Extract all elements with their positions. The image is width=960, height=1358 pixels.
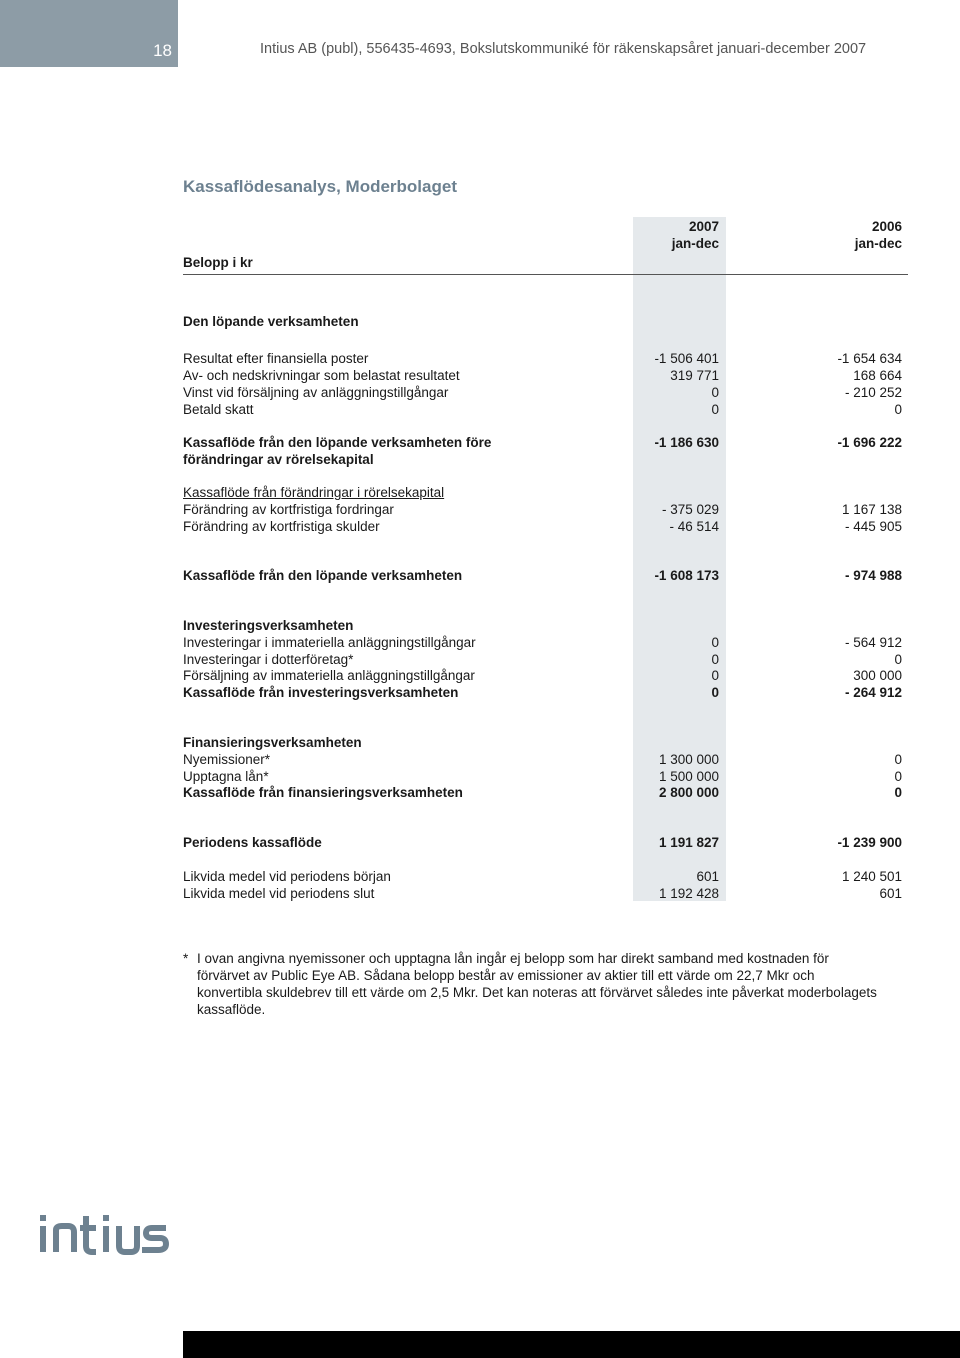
row-value-2007: - 46 514 [669, 519, 719, 534]
row-value-2007: 0 [711, 402, 719, 417]
row-value-2006: -1 654 634 [837, 351, 902, 366]
subtotal-label: Kassaflöde från finansieringsverksamheten [183, 785, 463, 800]
row-value-2007: -1 506 401 [654, 351, 719, 366]
intius-logo-mark [38, 1212, 188, 1256]
row-label: Förändring av kortfristiga fordringar [183, 502, 394, 517]
col-2006-year: 2006 [871, 219, 902, 234]
subtotal-value-2007: -1 608 173 [654, 568, 719, 583]
footnote-text: I ovan angivna nyemissoner och upptagna lån ingår ej belopp som har direkt samband med kostnaden för förvärvet av Public Eye AB. Sådana belopp består av emissioner av aktier till ett värde om 22,7 Mkr och konvertibla skuldebrev till ett värde om 2,5 Mkr. Det kan noteras att förvärvet således inte påverkat moderbolagets kassaflöde. [197, 951, 877, 1017]
row-value-2006: - 210 252 [844, 385, 902, 400]
row-value-2007: 0 [711, 668, 719, 683]
subtotal-value-2006: 0 [894, 785, 902, 800]
subtotal-label: Kassaflöde från den löpande verksamheten [183, 568, 463, 583]
subtotal-label: Kassaflöde från den löpande verksamheten före [183, 435, 492, 450]
row-value-2006: 0 [894, 402, 902, 417]
subtotal-value-2006: - 264 912 [844, 685, 902, 700]
subtotal-value-2006: -1 696 222 [837, 435, 902, 450]
footnote-marker: * [183, 951, 189, 966]
row-value-2007: 0 [711, 385, 719, 400]
footer-bar [183, 1331, 960, 1358]
row-label: Likvida medel vid periodens slut [183, 886, 375, 901]
subtotal-label-line2: förändringar av rörelsekapital [183, 452, 374, 467]
subtotal-value-2007: 0 [711, 685, 719, 700]
row-label: Upptagna lån* [183, 769, 269, 784]
row-label: Investeringar i dotterföretag* [183, 652, 354, 667]
row-label: Betald skatt [183, 402, 254, 417]
subtotal-label: Kassaflöde från investeringsverksamheten [183, 685, 459, 700]
row-value-2007: 1 500 000 [658, 769, 719, 784]
row-value-2006: 1 240 501 [841, 869, 902, 884]
row-value-2007: 1 192 428 [658, 886, 719, 901]
row-label: Av- och nedskrivningar som belastat resultatet [183, 368, 460, 383]
subtotal-value-2007: 2 800 000 [658, 785, 719, 800]
row-value-2006: 0 [894, 769, 902, 784]
row-label: Vinst vid försäljning av anläggningstillgångar [183, 385, 449, 400]
col-2007-year: 2007 [688, 219, 719, 234]
row-value-2007: 601 [696, 869, 719, 884]
row-label: Förändring av kortfristiga skulder [183, 519, 380, 534]
row-value-2006: 601 [879, 886, 902, 901]
row-value-2006: 300 000 [853, 668, 902, 683]
report-title: Kassaflödesanalys, Moderbolaget [183, 177, 457, 196]
page-number-box [0, 0, 178, 67]
row-value-2006: 1 167 138 [841, 502, 902, 517]
row-label: Investeringar i immateriella anläggningstillgångar [183, 635, 476, 650]
amount-label: Belopp i kr [183, 255, 253, 270]
row-value-2006: 0 [894, 752, 902, 767]
row-value-2007: 0 [711, 652, 719, 667]
row-value-2006: - 445 905 [844, 519, 902, 534]
header-rule [183, 274, 908, 275]
total-value-2007: 1 191 827 [658, 835, 719, 850]
subtotal-value-2006: - 974 988 [844, 568, 902, 583]
col-2006-period: jan-dec [854, 236, 902, 251]
intius-logo [38, 1212, 188, 1261]
section-operating: Den löpande verksamheten [183, 314, 359, 329]
row-value-2006: 168 664 [853, 368, 902, 383]
row-value-2007: 319 771 [670, 368, 719, 383]
document-title: Intius AB (publ), 556435-4693, Bokslutskommuniké för räkenskapsåret januari-december 2007 [260, 41, 867, 57]
row-label: Likvida medel vid periodens början [183, 869, 391, 884]
row-label: Nyemissioner* [183, 752, 271, 767]
page-number: 18 [153, 41, 172, 60]
section-investing: Investeringsverksamheten [183, 618, 354, 633]
row-value-2007: 0 [711, 635, 719, 650]
row-value-2007: 1 300 000 [658, 752, 719, 767]
row-label: Resultat efter finansiella poster [183, 351, 369, 366]
total-value-2006: -1 239 900 [837, 835, 902, 850]
row-value-2006: - 564 912 [844, 635, 902, 650]
subtotal-value-2007: -1 186 630 [654, 435, 719, 450]
section-financing: Finansieringsverksamheten [183, 735, 362, 750]
row-value-2007: - 375 029 [661, 502, 719, 517]
subsection-working-capital: Kassaflöde från förändringar i rörelsekapital [183, 485, 445, 500]
total-label: Periodens kassaflöde [183, 835, 322, 850]
col-2007-period: jan-dec [671, 236, 719, 251]
row-value-2006: 0 [894, 652, 902, 667]
row-label: Försäljning av immateriella anläggningstillgångar [183, 668, 475, 683]
